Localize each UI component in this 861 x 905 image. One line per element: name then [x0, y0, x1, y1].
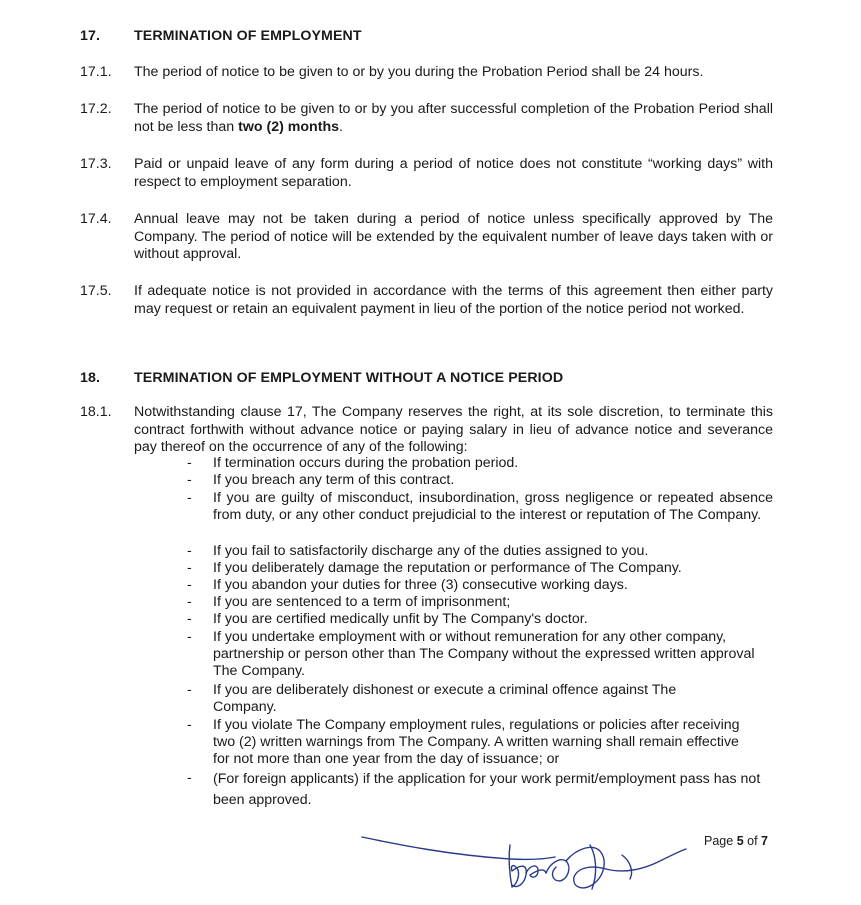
list-item-text: If you abandon your duties for three (3) consecutive working days.: [213, 577, 628, 593]
list-item-text: If you are deliberately dishonest or execute a criminal offence against The Company.: [213, 682, 677, 715]
list-marker: -: [187, 543, 192, 559]
clause-text: If adequate notice is not provided in accordance with the terms of this agreement then either party may request or retain an equivalent payment in lieu of the portion of the notice period not worked.: [134, 283, 773, 317]
section-title: TERMINATION OF EMPLOYMENT WITHOUT A NOTICE PERIOD: [134, 370, 564, 386]
list-item-text: If you fail to satisfactorily discharge any of the duties assigned to you.: [213, 543, 649, 559]
list-marker: -: [187, 455, 192, 471]
page-number: [704, 834, 768, 848]
list-marker: -: [187, 594, 192, 610]
clause-number: 17.1.: [80, 64, 112, 80]
list-marker: -: [187, 682, 192, 698]
list-item-text: If you breach any term of this contract.: [213, 472, 455, 488]
section-title: TERMINATION OF EMPLOYMENT: [134, 28, 362, 44]
clause-text-bold: two (2) months: [238, 118, 340, 135]
clause-text: [134, 101, 773, 136]
clause-text: Annual leave may not be taken during a period of notice unless specifically approved by The Company. The period of notice will be extended by the equivalent number of leave days taken with or without approval.: [134, 211, 773, 262]
list-item-text: If you are sentenced to a term of imprisonment;: [213, 594, 511, 610]
clause-number: 17.2.: [80, 101, 112, 117]
list-item-text: If you violate The Company employment rules, regulations or policies after receiving two (2) written warnings from The Company. A written warning shall remain effective for not more than one year from the day of issuance; or: [213, 717, 740, 767]
list-marker: -: [187, 490, 192, 506]
clause-number: 17.3.: [80, 156, 112, 172]
section-number: 18.: [80, 370, 101, 386]
list-marker: -: [187, 472, 192, 488]
list-item-text: If you are certified medically unfit by The Company's doctor.: [213, 611, 588, 627]
list-item-text: If you are guilty of misconduct, insubordination, gross negligence or repeated absence from duty, or any other conduct prejudicial to the interest or reputation of The Company.: [213, 490, 773, 523]
signature-image: [360, 815, 690, 895]
page-total: 7: [761, 834, 768, 848]
list-item-text: If termination occurs during the probation period.: [213, 455, 519, 471]
page-of: of: [747, 834, 758, 848]
list-marker: -: [187, 629, 192, 645]
clause-text: Paid or unpaid leave of any form during a period of notice does not constitute “working days” with respect to employment separation.: [134, 156, 773, 190]
clause-text-part: .: [339, 118, 343, 135]
list-item-text: (For foreign applicants) if the application for your work permit/employment pass has not been approved.: [213, 771, 761, 808]
clause-number: 17.4.: [80, 211, 112, 227]
list-marker: -: [187, 611, 192, 627]
list-marker: -: [187, 770, 192, 786]
section-number: 17.: [80, 28, 101, 44]
clause-text: The period of notice to be given to or by you during the Probation Period shall be 24 hours.: [134, 64, 704, 80]
clause-text-part: The period of notice to be given to or by you after successful completion of the Probation Period shall not be less than: [134, 101, 773, 135]
list-marker: -: [187, 560, 192, 576]
page-label: Page: [704, 834, 734, 848]
list-marker: -: [187, 577, 192, 593]
page-current: 5: [736, 834, 744, 848]
clause-number: 18.1.: [80, 404, 112, 420]
clause-text: Notwithstanding clause 17, The Company reserves the right, at its sole discretion, to terminate this contract forthwith without advance notice or paying salary in lieu of advance notice and severance pay thereof on the occurrence of any of the following:: [134, 404, 773, 455]
list-marker: -: [187, 717, 192, 733]
clause-number: 17.5.: [80, 283, 112, 299]
list-item-text: If you undertake employment with or without remuneration for any other company, partnership or person other than The Company without the expressed written approval The Company.: [213, 629, 755, 679]
list-item-text: If you deliberately damage the reputation or performance of The Company.: [213, 560, 682, 576]
